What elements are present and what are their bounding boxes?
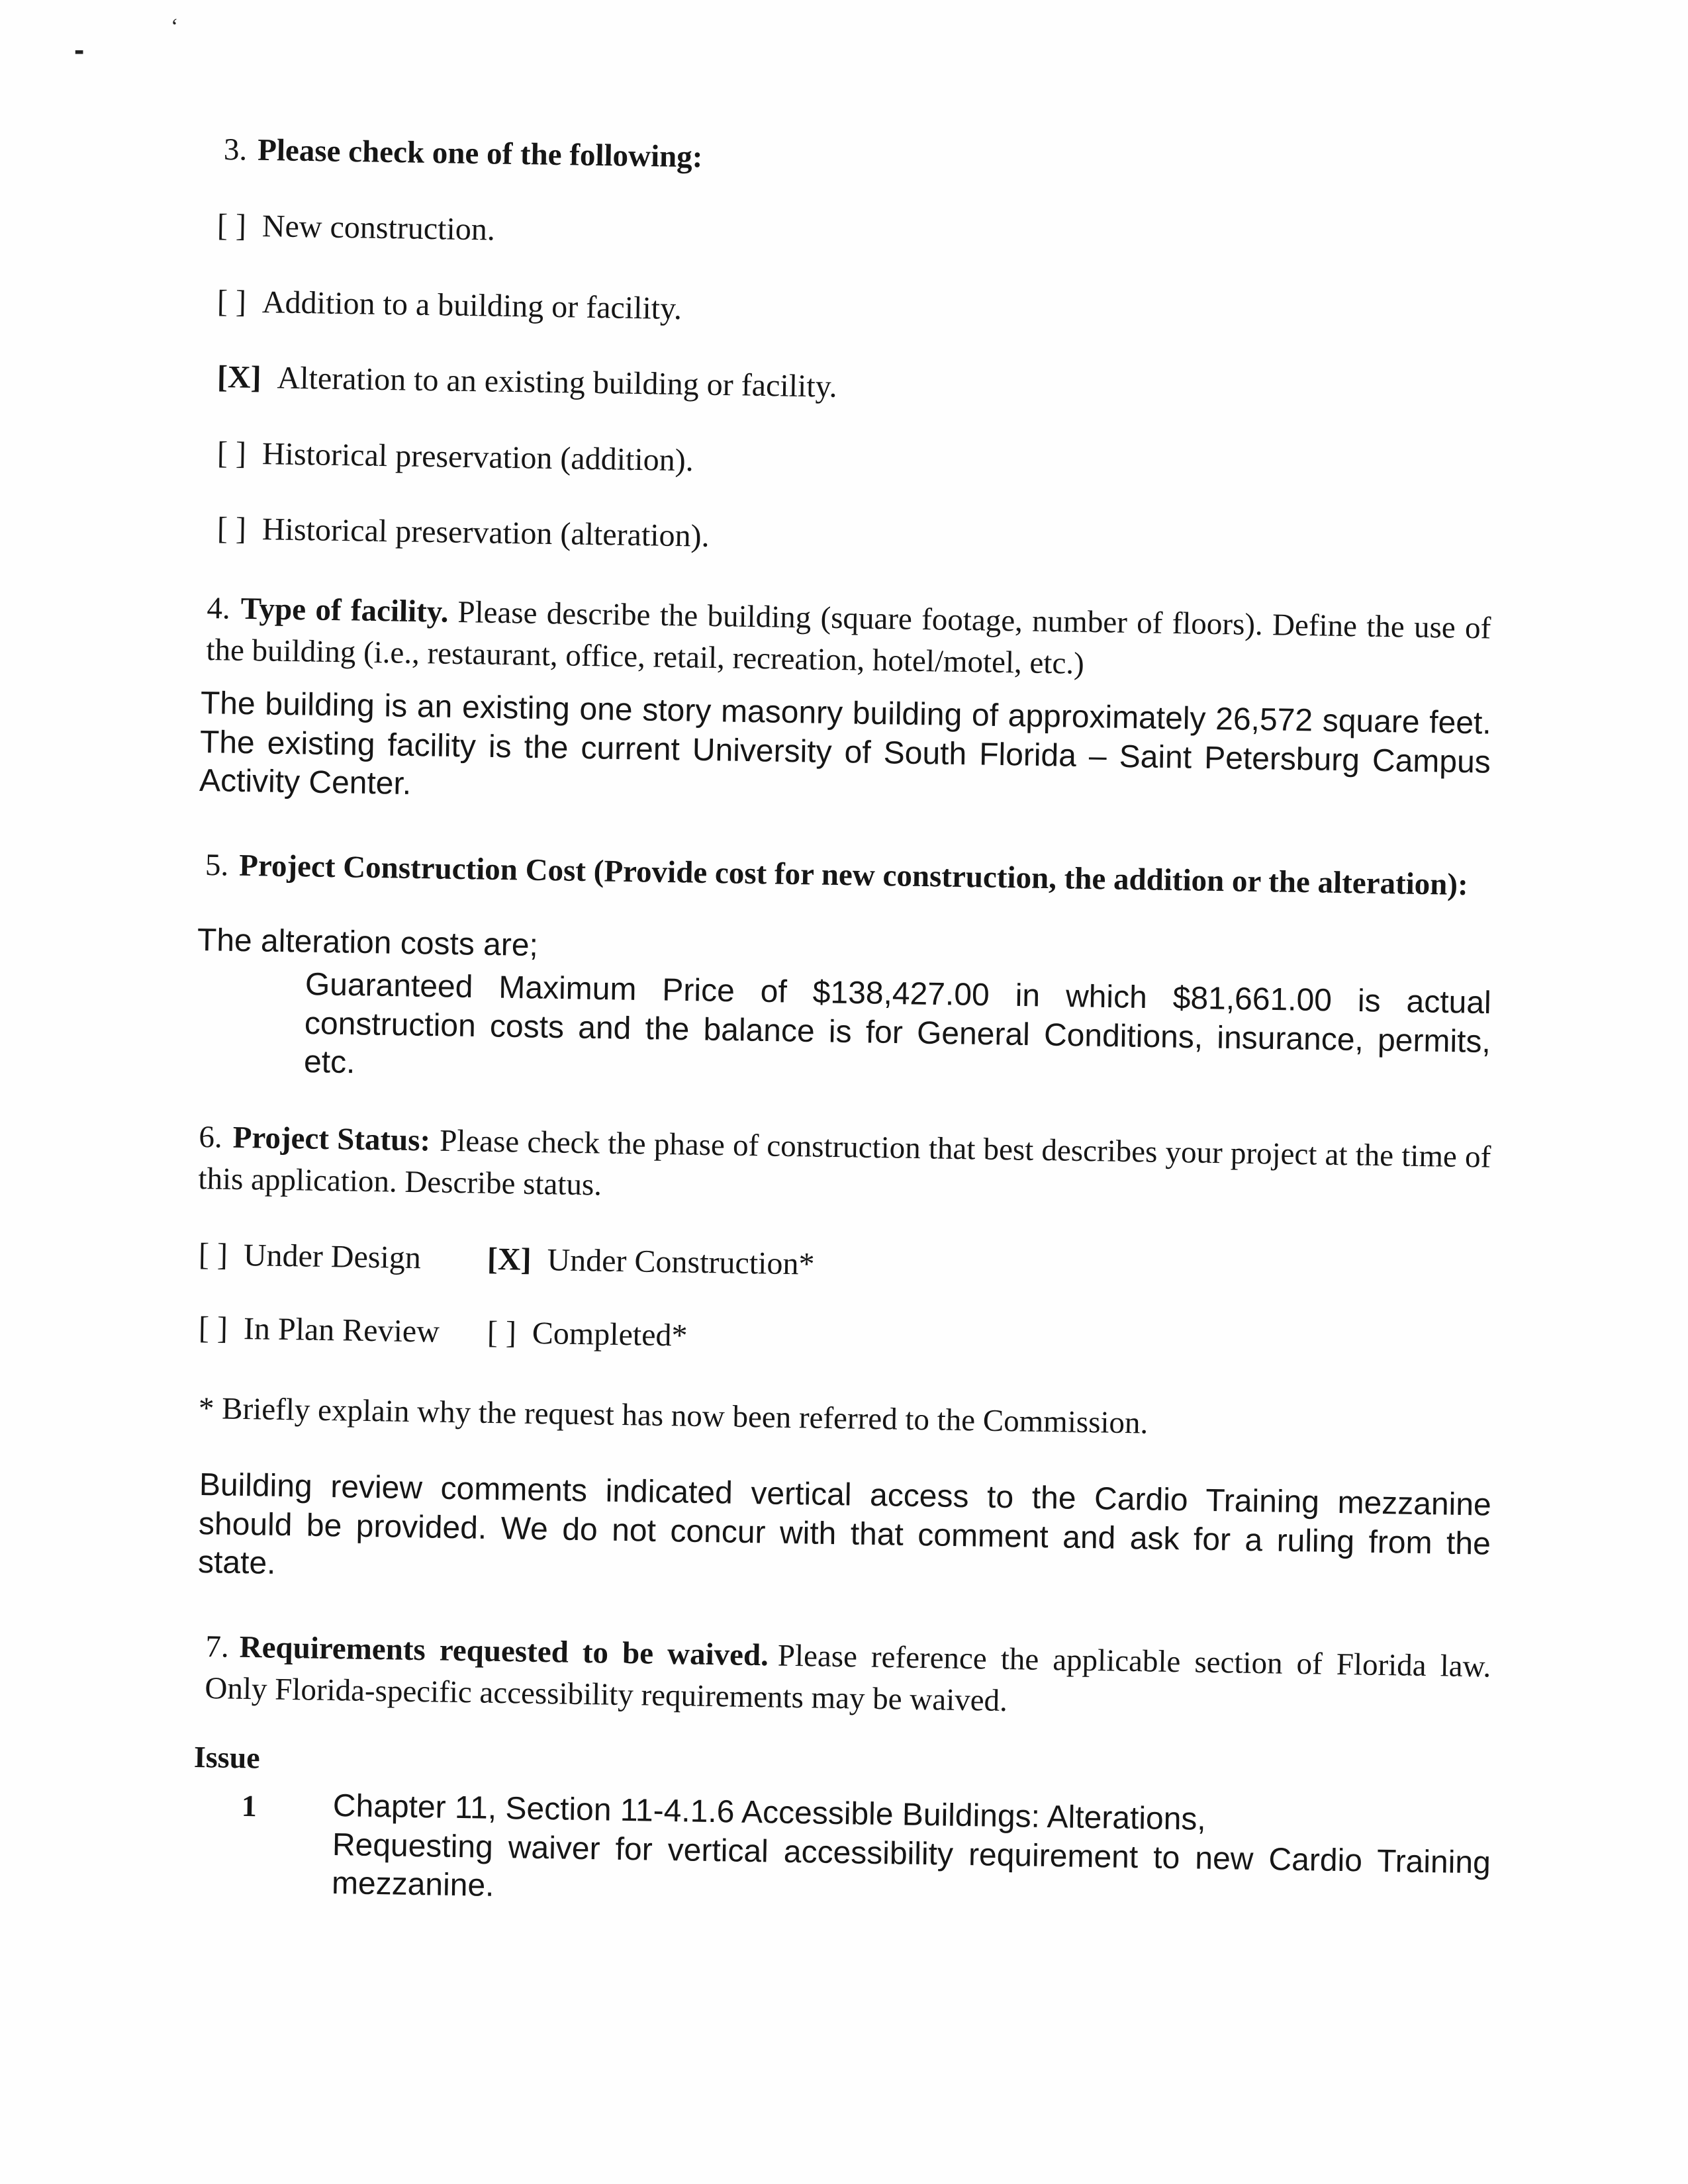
- section-3-options: [197, 206, 1491, 555]
- checkbox-label: Completed*: [532, 1316, 688, 1353]
- section-5-heading: [205, 844, 1491, 906]
- section-3-title: Please check one of the following:: [257, 132, 703, 175]
- section-4-answer: The building is an existing one story masonry building of approximately 26,572 square feet. The existing facility is the current University of South Florida – Saint Petersburg Campus Activity Center.: [199, 685, 1492, 801]
- status-options-row-2: [199, 1309, 1491, 1367]
- section-3-heading: [224, 129, 1491, 191]
- scan-artifact-dash: -: [74, 32, 85, 67]
- section-5-title: Project Construction Cost (Provide cost for new construction, the addition or the alteration):: [238, 848, 1469, 902]
- checkbox-label: Alteration to an existing building or facility.: [277, 360, 837, 404]
- section-4-heading: [206, 588, 1491, 691]
- issue-number: 1: [241, 1789, 258, 1823]
- section-4-title: Type of facility.: [240, 591, 449, 629]
- section-7-number: 7.: [205, 1629, 230, 1664]
- checkbox-in-plan-review: [199, 1309, 488, 1351]
- issue-text-line-1: Chapter 11, Section 11-4.1.6 Accessible Buildings: Alterations,: [332, 1788, 1207, 1838]
- section-3: [197, 129, 1491, 555]
- section-6-prompt: Please check the phase of construction that best describes your project at the time of this application. Describe status.: [198, 1123, 1491, 1203]
- checkbox-under-design: [199, 1236, 488, 1278]
- checkbox-new-construction: [217, 206, 1491, 265]
- checkbox-glyph: [ ]: [487, 1315, 517, 1351]
- section-5-number: 5.: [205, 847, 229, 883]
- checkbox-label: Addition to a building or facility.: [261, 284, 682, 326]
- checkbox-label: In Plan Review: [243, 1311, 440, 1349]
- section-4-number: 4.: [207, 590, 231, 626]
- status-footnote: * Briefly explain why the request has now been referred to the Commission.: [198, 1390, 1149, 1441]
- section-6-heading: [198, 1116, 1491, 1220]
- checkbox-under-construction: [487, 1240, 814, 1283]
- checkbox-label: Historical preservation (addition).: [261, 435, 694, 478]
- section-6-title: Project Status:: [232, 1120, 431, 1158]
- checkbox-label: Historical preservation (alteration).: [261, 512, 710, 555]
- section-7-title: Requirements requested to be waived.: [239, 1629, 769, 1672]
- checkbox-glyph: [ ]: [216, 283, 247, 320]
- section-5-answer-detail: Guaranteed Maximum Price of $138,427.00 in which $81,661.00 is actual construction costs and the balance is for General Conditions, insurance, permits, etc.: [303, 967, 1492, 1081]
- section-4-prompt: Please describe the building (square footage, number of floors). Define the use of the building (i.e., restaurant, office, retail, recreation, hotel/motel, etc.): [206, 594, 1491, 681]
- issue-text: [332, 1787, 1492, 1921]
- checkbox-label: New construction.: [261, 208, 496, 248]
- section-6: [199, 1116, 1491, 1582]
- issue-text-line-2: Requesting waiver for vertical accessibility requirement to new Cardio Training mezzanine.: [331, 1827, 1491, 1904]
- section-6-answer: Building review comments indicated vertical access to the Cardio Training mezzanine should be provided. We do not concur with that comment and ask for a ruling from the state.: [197, 1467, 1492, 1581]
- checkbox-completed: [487, 1314, 687, 1355]
- section-5: [197, 844, 1492, 1082]
- section-7-prompt: Please reference the applicable section of Florida law. Only Florida-specific accessibility requirements may be waived.: [205, 1638, 1491, 1718]
- section-4: [199, 588, 1492, 801]
- checkbox-glyph-checked: [X]: [487, 1241, 532, 1277]
- checkbox-glyph: [ ]: [216, 511, 247, 547]
- section-7: [193, 1626, 1491, 1904]
- checkbox-label: Under Construction*: [547, 1242, 815, 1282]
- checkbox-glyph: [ ]: [198, 1236, 228, 1273]
- section-3-number: 3.: [223, 132, 248, 167]
- section-7-heading: [205, 1626, 1491, 1729]
- checkbox-addition: [217, 283, 1491, 341]
- section-6-number: 6.: [199, 1119, 223, 1155]
- checkbox-alteration: [217, 358, 1491, 416]
- checkbox-glyph: [ ]: [216, 207, 247, 244]
- scan-artifact-tick: ‘: [171, 15, 179, 39]
- checkbox-glyph: [ ]: [198, 1310, 228, 1346]
- issue-label: Issue: [193, 1740, 261, 1776]
- checkbox-label: Under Design: [243, 1237, 422, 1275]
- section-5-answer-intro: The alteration costs are;: [197, 923, 539, 964]
- checkbox-historical-addition: [217, 434, 1491, 492]
- issue-row-1: [205, 1785, 1492, 1921]
- checkbox-glyph: [ ]: [216, 435, 247, 471]
- status-options-row-1: [199, 1236, 1491, 1294]
- checkbox-glyph-checked: [X]: [216, 359, 262, 396]
- checkbox-historical-alteration: [217, 510, 1491, 568]
